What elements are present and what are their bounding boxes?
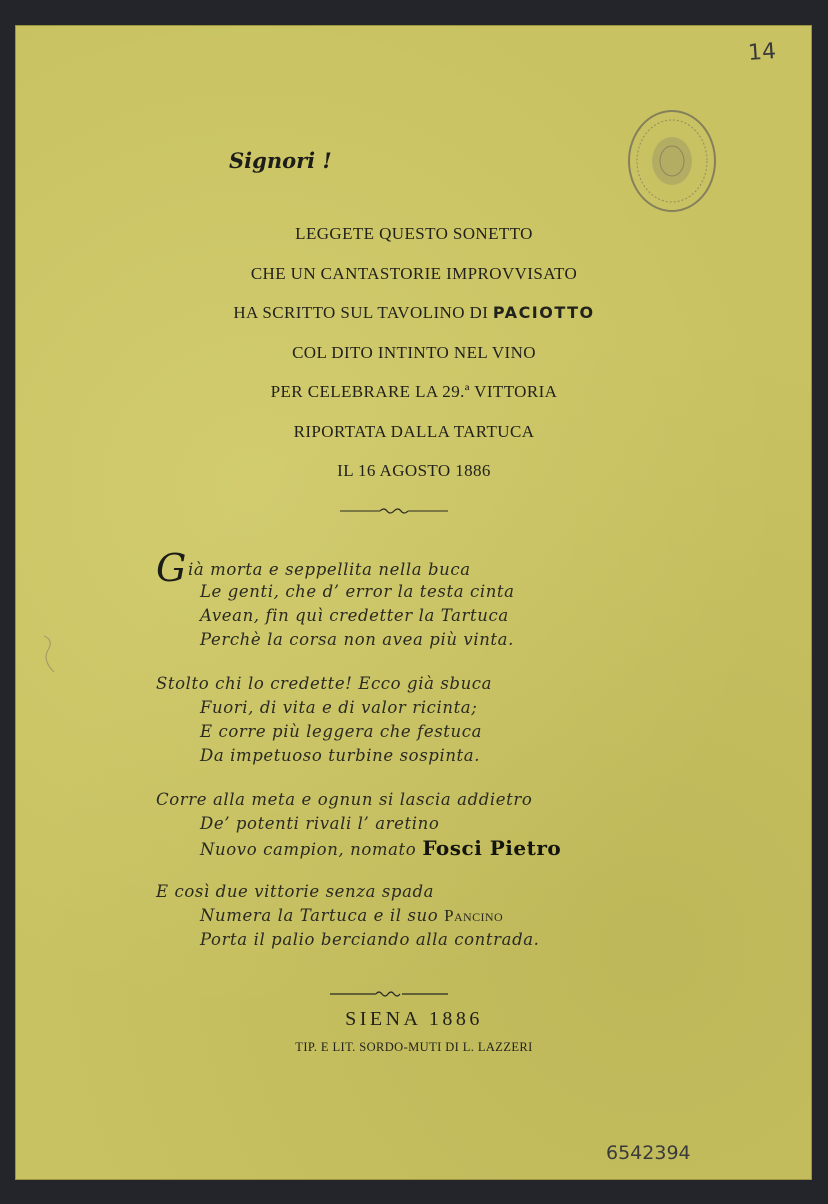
verse-text: Nuovo campion, nomato bbox=[200, 840, 417, 859]
stanza-3 bbox=[156, 788, 676, 860]
ornament-divider-icon bbox=[330, 988, 448, 1000]
heading-line: LEGGETE QUESTO SONETTO bbox=[295, 224, 533, 243]
printer-imprint: TIP. E LIT. SORDO-MUTI DI L. LAZZERI bbox=[295, 1040, 533, 1054]
greeting: Signori ! bbox=[229, 148, 332, 173]
verse-line: Le genti, che d’ error la testa cinta bbox=[200, 582, 515, 601]
stanza-4 bbox=[156, 880, 676, 952]
city-year: SIENA 1886 bbox=[345, 1008, 483, 1030]
verse-line: De’ potenti rivali l’ aretino bbox=[200, 814, 440, 833]
verse-line bbox=[156, 546, 676, 590]
verse-line: E così due vittorie senza spada bbox=[156, 882, 435, 901]
verse-line: Da impetuoso turbine sospinta. bbox=[200, 746, 481, 765]
inventory-number: 6542394 bbox=[606, 1142, 691, 1164]
verse-line: Corre alla meta e ognun si lascia addietro bbox=[156, 790, 533, 809]
decorative-initial: G bbox=[156, 546, 187, 590]
verse-line: Porta il palio berciando alla contrada. bbox=[200, 930, 540, 949]
heading-name-paciotto: PACIOTTO bbox=[492, 303, 595, 322]
heading-line-prefix: HA SCRITTO SUL TAVOLINO DI bbox=[233, 303, 489, 322]
stanza-1 bbox=[156, 546, 676, 652]
verse-line: Stolto chi lo credette! Ecco già sbuca bbox=[156, 674, 493, 693]
pencil-mark-icon bbox=[38, 630, 62, 680]
jockey-name: Pancino bbox=[444, 906, 504, 925]
archive-number: 14 bbox=[747, 39, 777, 66]
heading-line: IL 16 AGOSTO 1886 bbox=[337, 461, 491, 480]
heading-block bbox=[0, 222, 828, 499]
verse-text: ià morta e seppellita nella buca bbox=[187, 560, 471, 579]
library-stamp-icon bbox=[626, 108, 718, 214]
heading-line: CHE UN CANTASTORIE IMPROVVISATO bbox=[250, 263, 578, 283]
champion-name: Fosci Pietro bbox=[422, 836, 562, 860]
sonnet bbox=[156, 546, 676, 972]
verse-line: Avean, fin quì credetter la Tartuca bbox=[200, 606, 509, 625]
verse-line bbox=[156, 904, 676, 928]
verse-line: E corre più leggera che festuca bbox=[200, 722, 483, 741]
heading-line: COL DITO INTINTO NEL VINO bbox=[292, 342, 536, 362]
stanza-2 bbox=[156, 672, 676, 768]
heading-line bbox=[0, 301, 828, 341]
verse-line: Fuori, di vita e di valor ricinta; bbox=[200, 698, 478, 717]
verse-text: Numera la Tartuca e il suo bbox=[200, 906, 439, 925]
heading-line: PER CELEBRARE LA 29.ª VITTORIA bbox=[270, 382, 558, 401]
verse-line bbox=[156, 836, 676, 860]
verse-line: Perchè la corsa non avea più vinta. bbox=[200, 630, 514, 649]
heading-line: RIPORTATA DALLA TARTUCA bbox=[293, 421, 535, 441]
ornament-divider-icon bbox=[340, 505, 448, 517]
